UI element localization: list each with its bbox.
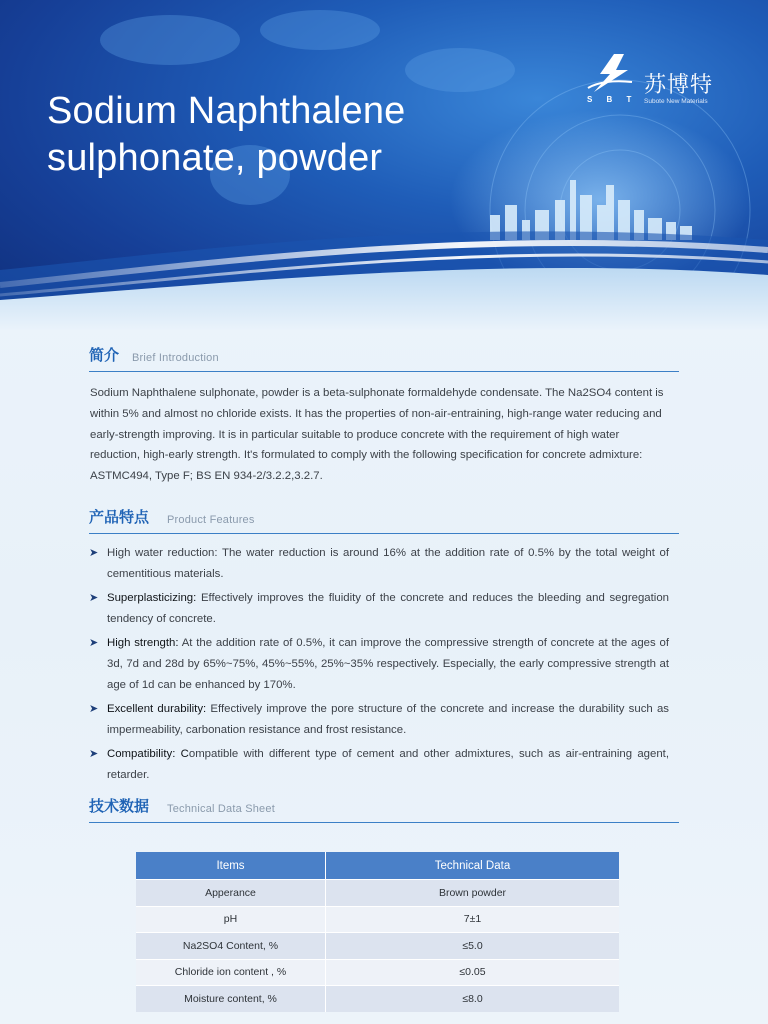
company-logo <box>584 52 714 108</box>
table-cell-item: Na2SO4 Content, % <box>136 933 326 960</box>
feature-lead: Excellent durability: <box>107 703 207 715</box>
technical-data-table <box>136 852 619 1012</box>
feature-lead: High strength: <box>107 637 179 649</box>
arrow-bullet-icon: ➤ <box>89 592 99 604</box>
table-row <box>136 906 619 933</box>
table-cell-item: Apperance <box>136 880 326 907</box>
table-row <box>136 880 619 907</box>
feature-item <box>89 633 669 696</box>
table-cell-value: ≤8.0 <box>326 986 620 1012</box>
feature-text: ompatible with different type of cement and other admixtures, such as air-entraining agent, retarder. <box>107 748 669 781</box>
table-row <box>136 959 619 986</box>
table-cell-item: Moisture content, % <box>136 986 326 1012</box>
features-section-heading <box>89 503 679 534</box>
intro-paragraph: Sodium Naphthalene sulphonate, powder is a beta-sulphonate formaldehyde condensate. The Na2SO4 content is within 5% and almost no chloride exists. It has the properties of non-air-entraining, high-range water reducing and early-strength improving. It is in particular suitable to produce concrete with the requirement of high water reduction, high-early strength. It's formulated to comply with the following specification for concrete admixture: ASTMC494, Type F; BS EN 934-2/3.2.2,3.2.7. <box>90 387 664 483</box>
page-title <box>47 88 406 182</box>
intro-heading-cn: 简介 <box>89 346 120 364</box>
hero-banner <box>0 0 768 330</box>
column-header-technical-data: Technical Data <box>326 852 620 880</box>
features-heading-cn: 产品特点 <box>89 508 150 526</box>
feature-item <box>89 543 669 585</box>
tech-heading-en: Technical Data Sheet <box>167 803 275 815</box>
arrow-bullet-icon: ➤ <box>89 547 99 559</box>
table-cell-item: pH <box>136 906 326 933</box>
feature-lead: Superplasticizing: <box>107 592 197 604</box>
table-cell-item: Chloride ion content , % <box>136 959 326 986</box>
arrow-bullet-icon: ➤ <box>89 637 99 649</box>
tech-heading-cn: 技术数据 <box>89 797 150 815</box>
table-cell-value: 7±1 <box>326 906 620 933</box>
sbt-logo-icon <box>584 52 634 96</box>
column-header-items: Items <box>136 852 326 880</box>
feature-text: At the addition rate of 0.5%, it can improve the compressive strength of concrete at the ages of 3d, 7d and 28d by 65%~75%, 45%~55%, 25%~35% respectively. Especially, the early compressive strength at age of 1d can be enhanced by 170%. <box>107 637 670 691</box>
table-cell-value: Brown powder <box>326 880 620 907</box>
intro-heading-en: Brief Introduction <box>132 352 219 364</box>
feature-item <box>89 699 669 741</box>
table-row <box>136 986 619 1012</box>
intro-section-heading <box>89 341 679 372</box>
features-list <box>89 543 669 786</box>
title-line-2: sulphonate, powder <box>47 137 383 179</box>
arrow-bullet-icon: ➤ <box>89 748 99 760</box>
features-heading-en: Product Features <box>167 514 255 526</box>
table-row <box>136 933 619 960</box>
table-header-row <box>136 852 619 880</box>
feature-text: Effectively improves the fluidity of the concrete and reduces the bleeding and segregation tendency of concrete. <box>107 592 669 625</box>
tech-section-heading <box>89 792 679 823</box>
title-line-1: Sodium Naphthalene <box>47 90 406 132</box>
table-cell-value: ≤0.05 <box>326 959 620 986</box>
feature-lead: Compatibility: C <box>107 748 189 760</box>
feature-item <box>89 588 669 630</box>
logo-chinese-name: 苏博特 <box>644 73 714 98</box>
table-cell-value: ≤5.0 <box>326 933 620 960</box>
logo-english-name: Subote New Materials <box>644 98 708 105</box>
logo-letters: S B T <box>587 95 638 104</box>
feature-item <box>89 744 669 786</box>
feature-text: High water reduction: The water reduction is around 16% at the addition rate of 0.5% by the total weight of cementitious materials. <box>107 547 669 580</box>
feature-text: Effectively improve the pore structure of the concrete and increase the durability such as impermeability, carbonation resistance and frost resistance. <box>107 703 669 736</box>
arrow-bullet-icon: ➤ <box>89 703 99 715</box>
